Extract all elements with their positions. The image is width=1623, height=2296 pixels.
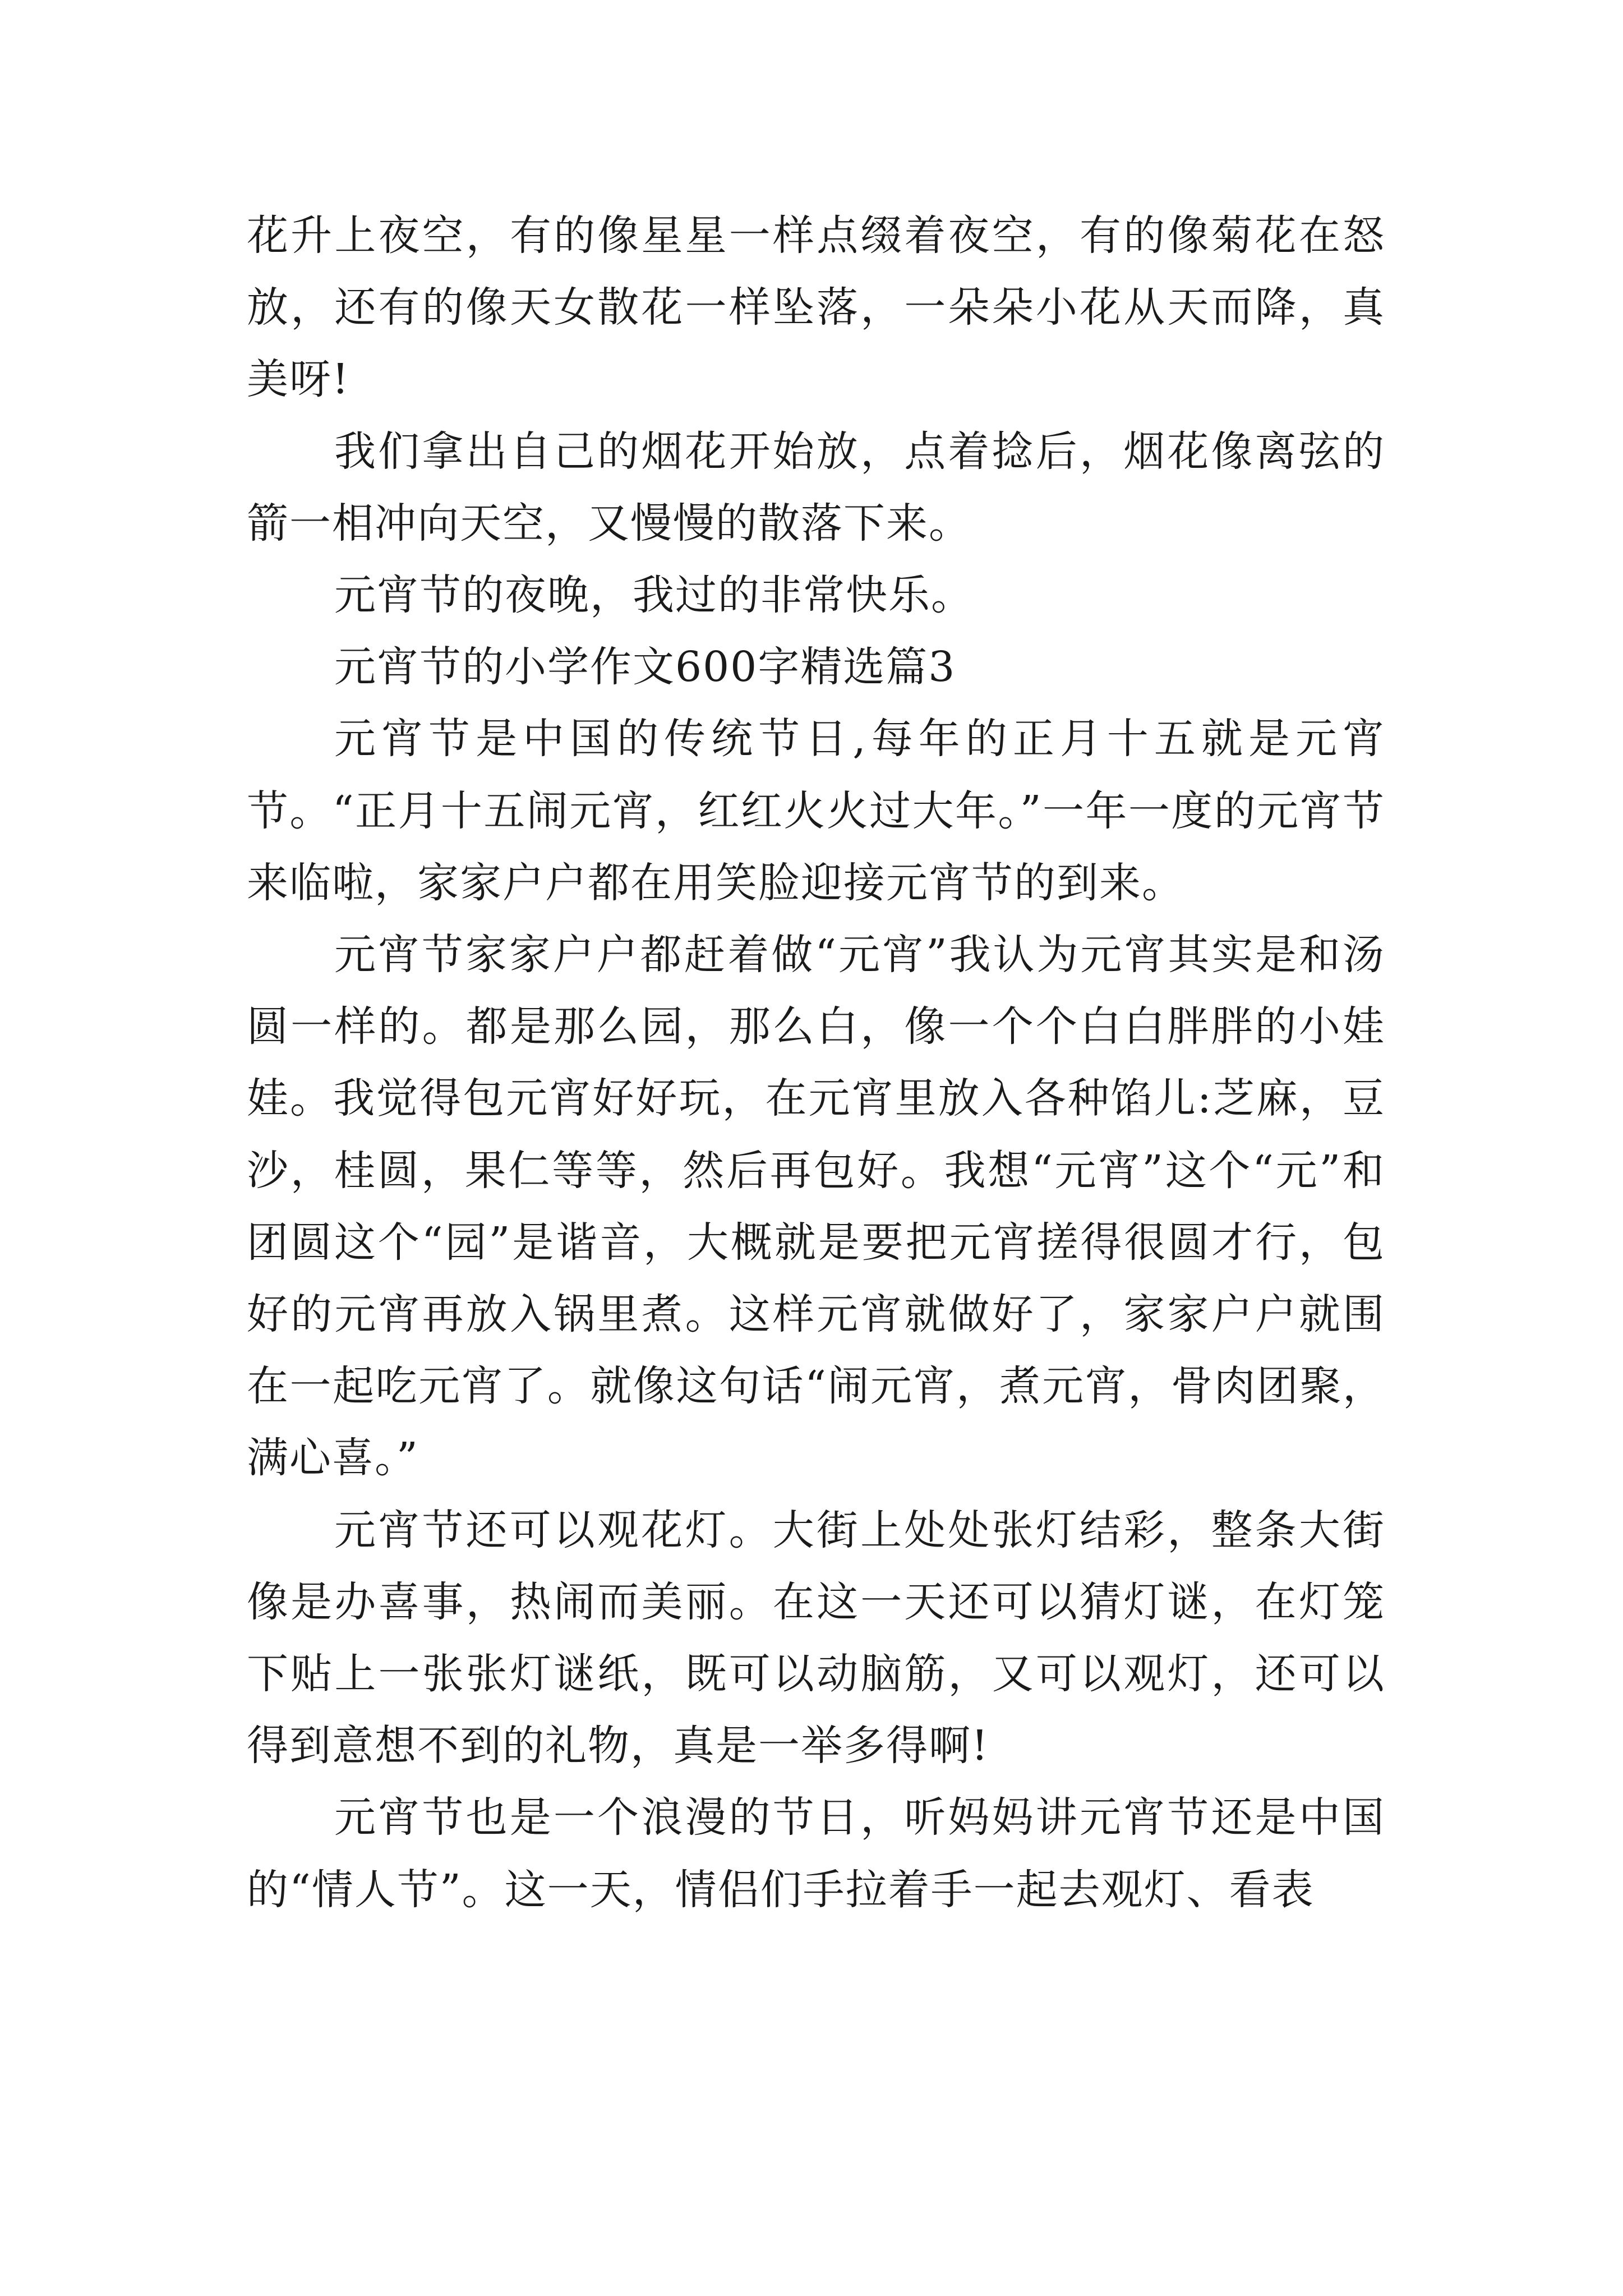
paragraph-happy-night: 元宵节的夜晚，我过的非常快乐。 bbox=[334, 571, 974, 620]
paragraph-continuation: 花升上夜空，有的像星星一样点缀着夜空，有的像菊花在怒放，还有的像天女散花一样坠落，一朵朵小花从天而降，真美呀! bbox=[247, 211, 1385, 404]
paragraph-romantic: 元宵节也是一个浪漫的节日，听妈妈讲元宵节还是中国的“情人节”。这一天，情侣们手拉着手一起去观灯、看表 bbox=[247, 1793, 1385, 1914]
document-body bbox=[247, 200, 1385, 1926]
paragraph-lanterns: 元宵节还可以观花灯。大街上处处张灯结彩，整条大街像是办喜事，热闹而美丽。在这一天还可以猜灯谜，在灯笼下贴上一张张灯谜纸，既可以动脑筋，又可以观灯，还可以得到意想不到的礼物，真是一举多得啊! bbox=[247, 1506, 1385, 1770]
paragraph-making-yuanxiao: 元宵节家家户户都赶着做“元宵”我认为元宵其实是和汤圆一样的。都是那么园，那么白，像一个个白白胖胖的小娃娃。我觉得包元宵好好玩，在元宵里放入各种馅儿:芝麻，豆沙，桂圆，果仁等等，然后再包好。我想“元宵”这个“元”和团圆这个“园”是谐音，大概就是要把元宵搓得很圆才行，包好的元宵再放入锅里煮。这样元宵就做好了，家家户户就围在一起吃元宵了。就像这句话“闹元宵，煮元宵，骨肉团聚，满心喜。” bbox=[247, 931, 1385, 1483]
paragraph-fireworks: 我们拿出自己的烟花开始放，点着捻后，烟花像离弦的箭一相冲向天空，又慢慢的散落下来。 bbox=[247, 427, 1385, 547]
paragraph-intro: 元宵节是中国的传统节日,每年的正月十五就是元宵节。“正月十五闹元宵，红红火火过大年。”一年一度的元宵节来临啦，家家户户都在用笑脸迎接元宵节的到来。 bbox=[247, 715, 1385, 907]
section-heading: 元宵节的小学作文600字精选篇3 bbox=[334, 643, 956, 692]
